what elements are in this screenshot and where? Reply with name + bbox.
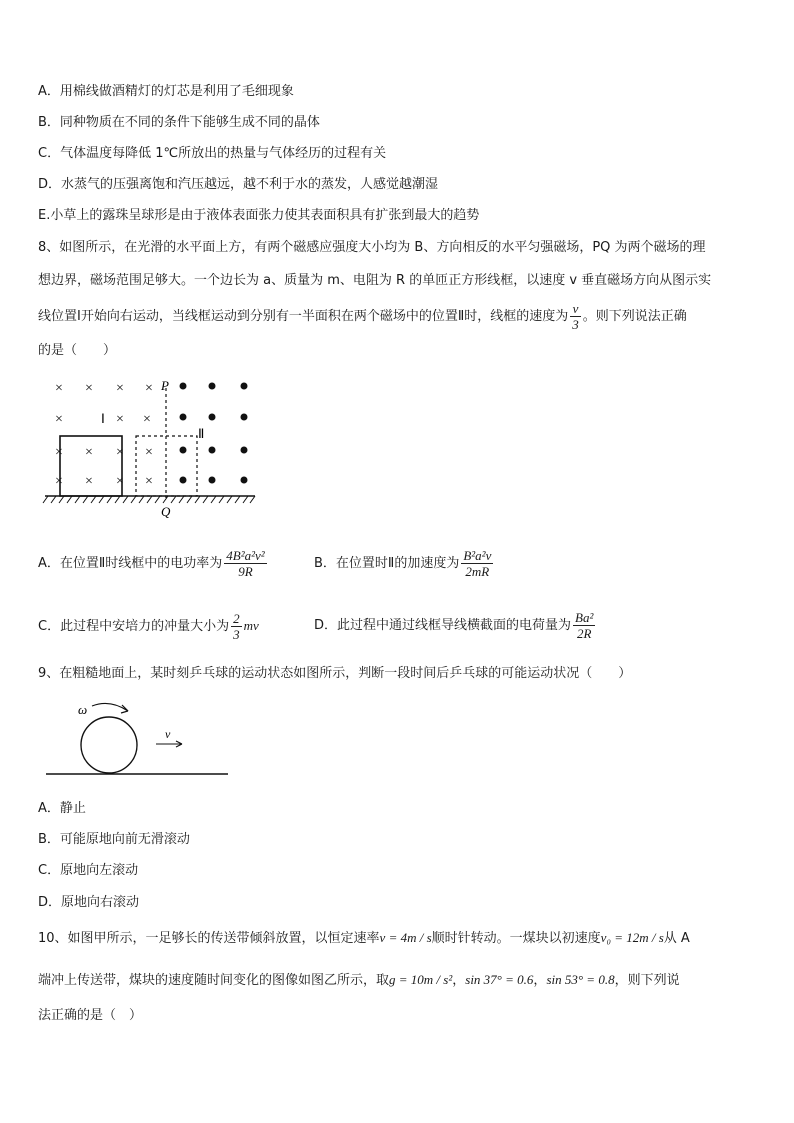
svg-text:×: × xyxy=(145,474,153,489)
q8-stem-line3-text: 线位置Ⅰ开始向右运动，当线框运动到分别有一半面积在两个磁场中的位置Ⅱ时，线框的速度为 xyxy=(38,309,569,324)
ground-hatching xyxy=(43,496,255,503)
svg-text:×: × xyxy=(85,381,93,396)
q10-line2-tail: ，则下列说 xyxy=(614,973,680,988)
q10-line1-text: 10、如图甲所示，一足够长的传送带倾斜放置，以恒定速率 xyxy=(38,931,380,946)
svg-text:×: × xyxy=(116,445,124,460)
gravity-eq: g = 10m / s² xyxy=(389,972,453,987)
q8-stem-line2: 想边界，磁场范围足够大。一个边长为 a、质量为 m、电阻为 R 的单匝正方形线框，以速度 v 垂直磁场方向从图示实 xyxy=(38,273,712,288)
q8-option-b-text: B．在位置时Ⅱ的加速度为 xyxy=(314,556,460,571)
fraction-numerator: 4B²a²v² xyxy=(226,548,265,563)
magnetic-field-figure xyxy=(40,372,265,522)
q9-option-c: C．原地向左滚动 xyxy=(38,863,139,878)
velocity-fraction xyxy=(570,301,581,332)
label-position-2: Ⅱ xyxy=(198,426,205,441)
label-q: Q xyxy=(161,504,171,519)
into-page-crosses xyxy=(55,381,153,489)
q8-option-d-text: D．此过程中通过线框导线横截面的电荷量为 xyxy=(314,618,572,633)
q10-stem-line1 xyxy=(38,930,690,947)
fraction-numerator: v xyxy=(570,301,581,317)
q9-stem: 9、在粗糙地面上，某时刻乒乓球的运动状态如图所示，判断一段时间后乒乓球的可能运动状况（ ） xyxy=(38,666,632,681)
q8-option-b xyxy=(314,546,495,582)
svg-text:×: × xyxy=(116,381,124,396)
fraction-denominator: 2mR xyxy=(465,564,490,579)
svg-text:×: × xyxy=(85,474,93,489)
option-b-fraction xyxy=(461,548,493,579)
label-position-1: Ⅰ xyxy=(101,411,105,426)
sin37-eq: sin 37° = 0.6 xyxy=(465,972,534,987)
option-c-fraction xyxy=(231,611,242,642)
q8-option-d xyxy=(314,608,597,644)
option-a-fraction xyxy=(224,548,266,579)
svg-text:×: × xyxy=(55,445,63,460)
svg-text:×: × xyxy=(55,381,63,396)
q10-line2-text: 端冲上传送带，煤块的速度随时间变化的图像如图乙所示，取 xyxy=(38,973,390,988)
fraction-numerator: B²a²v xyxy=(463,548,492,563)
svg-text:×: × xyxy=(85,445,93,460)
q8-option-a xyxy=(38,546,269,582)
svg-text:×: × xyxy=(116,474,124,489)
svg-text:×: × xyxy=(55,412,63,427)
svg-text:×: × xyxy=(145,381,153,396)
q8-option-c-text: C．此过程中安培力的冲量大小为 xyxy=(38,619,230,634)
q9-option-d: D．原地向右滚动 xyxy=(38,895,140,910)
svg-text:×: × xyxy=(116,412,124,427)
fraction-denominator: 3 xyxy=(572,317,579,332)
q9-option-a: A．静止 xyxy=(38,801,86,816)
fraction-numerator: 2 xyxy=(233,611,240,626)
q10-line1-tail: 从 A xyxy=(663,931,690,946)
q7-option-b: B．同种物质在不同的条件下能够生成不同的晶体 xyxy=(38,115,320,130)
out-of-page-dots xyxy=(180,383,248,484)
svg-text:×: × xyxy=(143,412,151,427)
q10-stem-line2: 端冲上传送带，煤块的速度随时间变化的图像如图乙所示，取g = 10m / s²，sin 37° = 0.6，sin 53° = 0.8，则下列说 xyxy=(38,972,680,988)
q7-option-c: C．气体温度每降低 1℃所放出的热量与气体经历的过程有关 xyxy=(38,146,387,161)
q7-option-a: A．用棉线做酒精灯的灯芯是利用了毛细现象 xyxy=(38,84,294,99)
svg-text:×: × xyxy=(145,445,153,460)
q7-option-e: E.小草上的露珠呈球形是由于液体表面张力使其表面积具有扩张到最大的趋势 xyxy=(38,208,480,223)
q8-stem-line3 xyxy=(38,300,687,334)
fraction-denominator: 9R xyxy=(238,564,253,579)
sin53-eq: sin 53° = 0.8 xyxy=(546,972,615,987)
belt-speed-eq: v = 4m / s xyxy=(379,930,432,945)
fraction-denominator: 2R xyxy=(576,626,592,641)
svg-text:×: × xyxy=(55,474,63,489)
fraction-denominator: 3 xyxy=(233,627,240,642)
q8-option-a-text: A．在位置Ⅱ时线框中的电功率为 xyxy=(38,556,223,571)
q8-stem-line4: 的是（ ） xyxy=(38,343,117,358)
q8-stem-line3-tail: 。则下列说法正确 xyxy=(582,309,687,324)
ball-circle xyxy=(81,717,137,773)
q8-option-c xyxy=(38,608,259,645)
q10-stem-line3: 法正确的是（ ） xyxy=(38,1008,143,1023)
fraction-numerator: Ba² xyxy=(575,610,594,625)
initial-speed-eq: v₀ = 12m / s xyxy=(600,930,664,945)
q8-option-c-tail: mv xyxy=(243,618,259,633)
q7-option-d: D．水蒸气的压强离饱和汽压越远，越不利于水的蒸发，人感觉越潮湿 xyxy=(38,177,439,192)
q8-stem-line1: 8、如图所示，在光滑的水平面上方，有两个磁感应强度大小均为 B、方向相反的水平匀强磁场，PQ 为两个磁场的理 xyxy=(38,240,706,255)
option-d-fraction xyxy=(573,610,595,641)
q10-line1-mid: 顺时针转动。一煤块以初速度 xyxy=(431,931,601,946)
ping-pong-ball-figure xyxy=(44,696,234,780)
omega-label: ω xyxy=(78,702,88,717)
rotation-arc xyxy=(92,703,128,711)
label-p: P xyxy=(161,378,169,393)
velocity-label: v xyxy=(165,727,171,741)
q9-option-b: B．可能原地向前无滑滚动 xyxy=(38,832,190,847)
